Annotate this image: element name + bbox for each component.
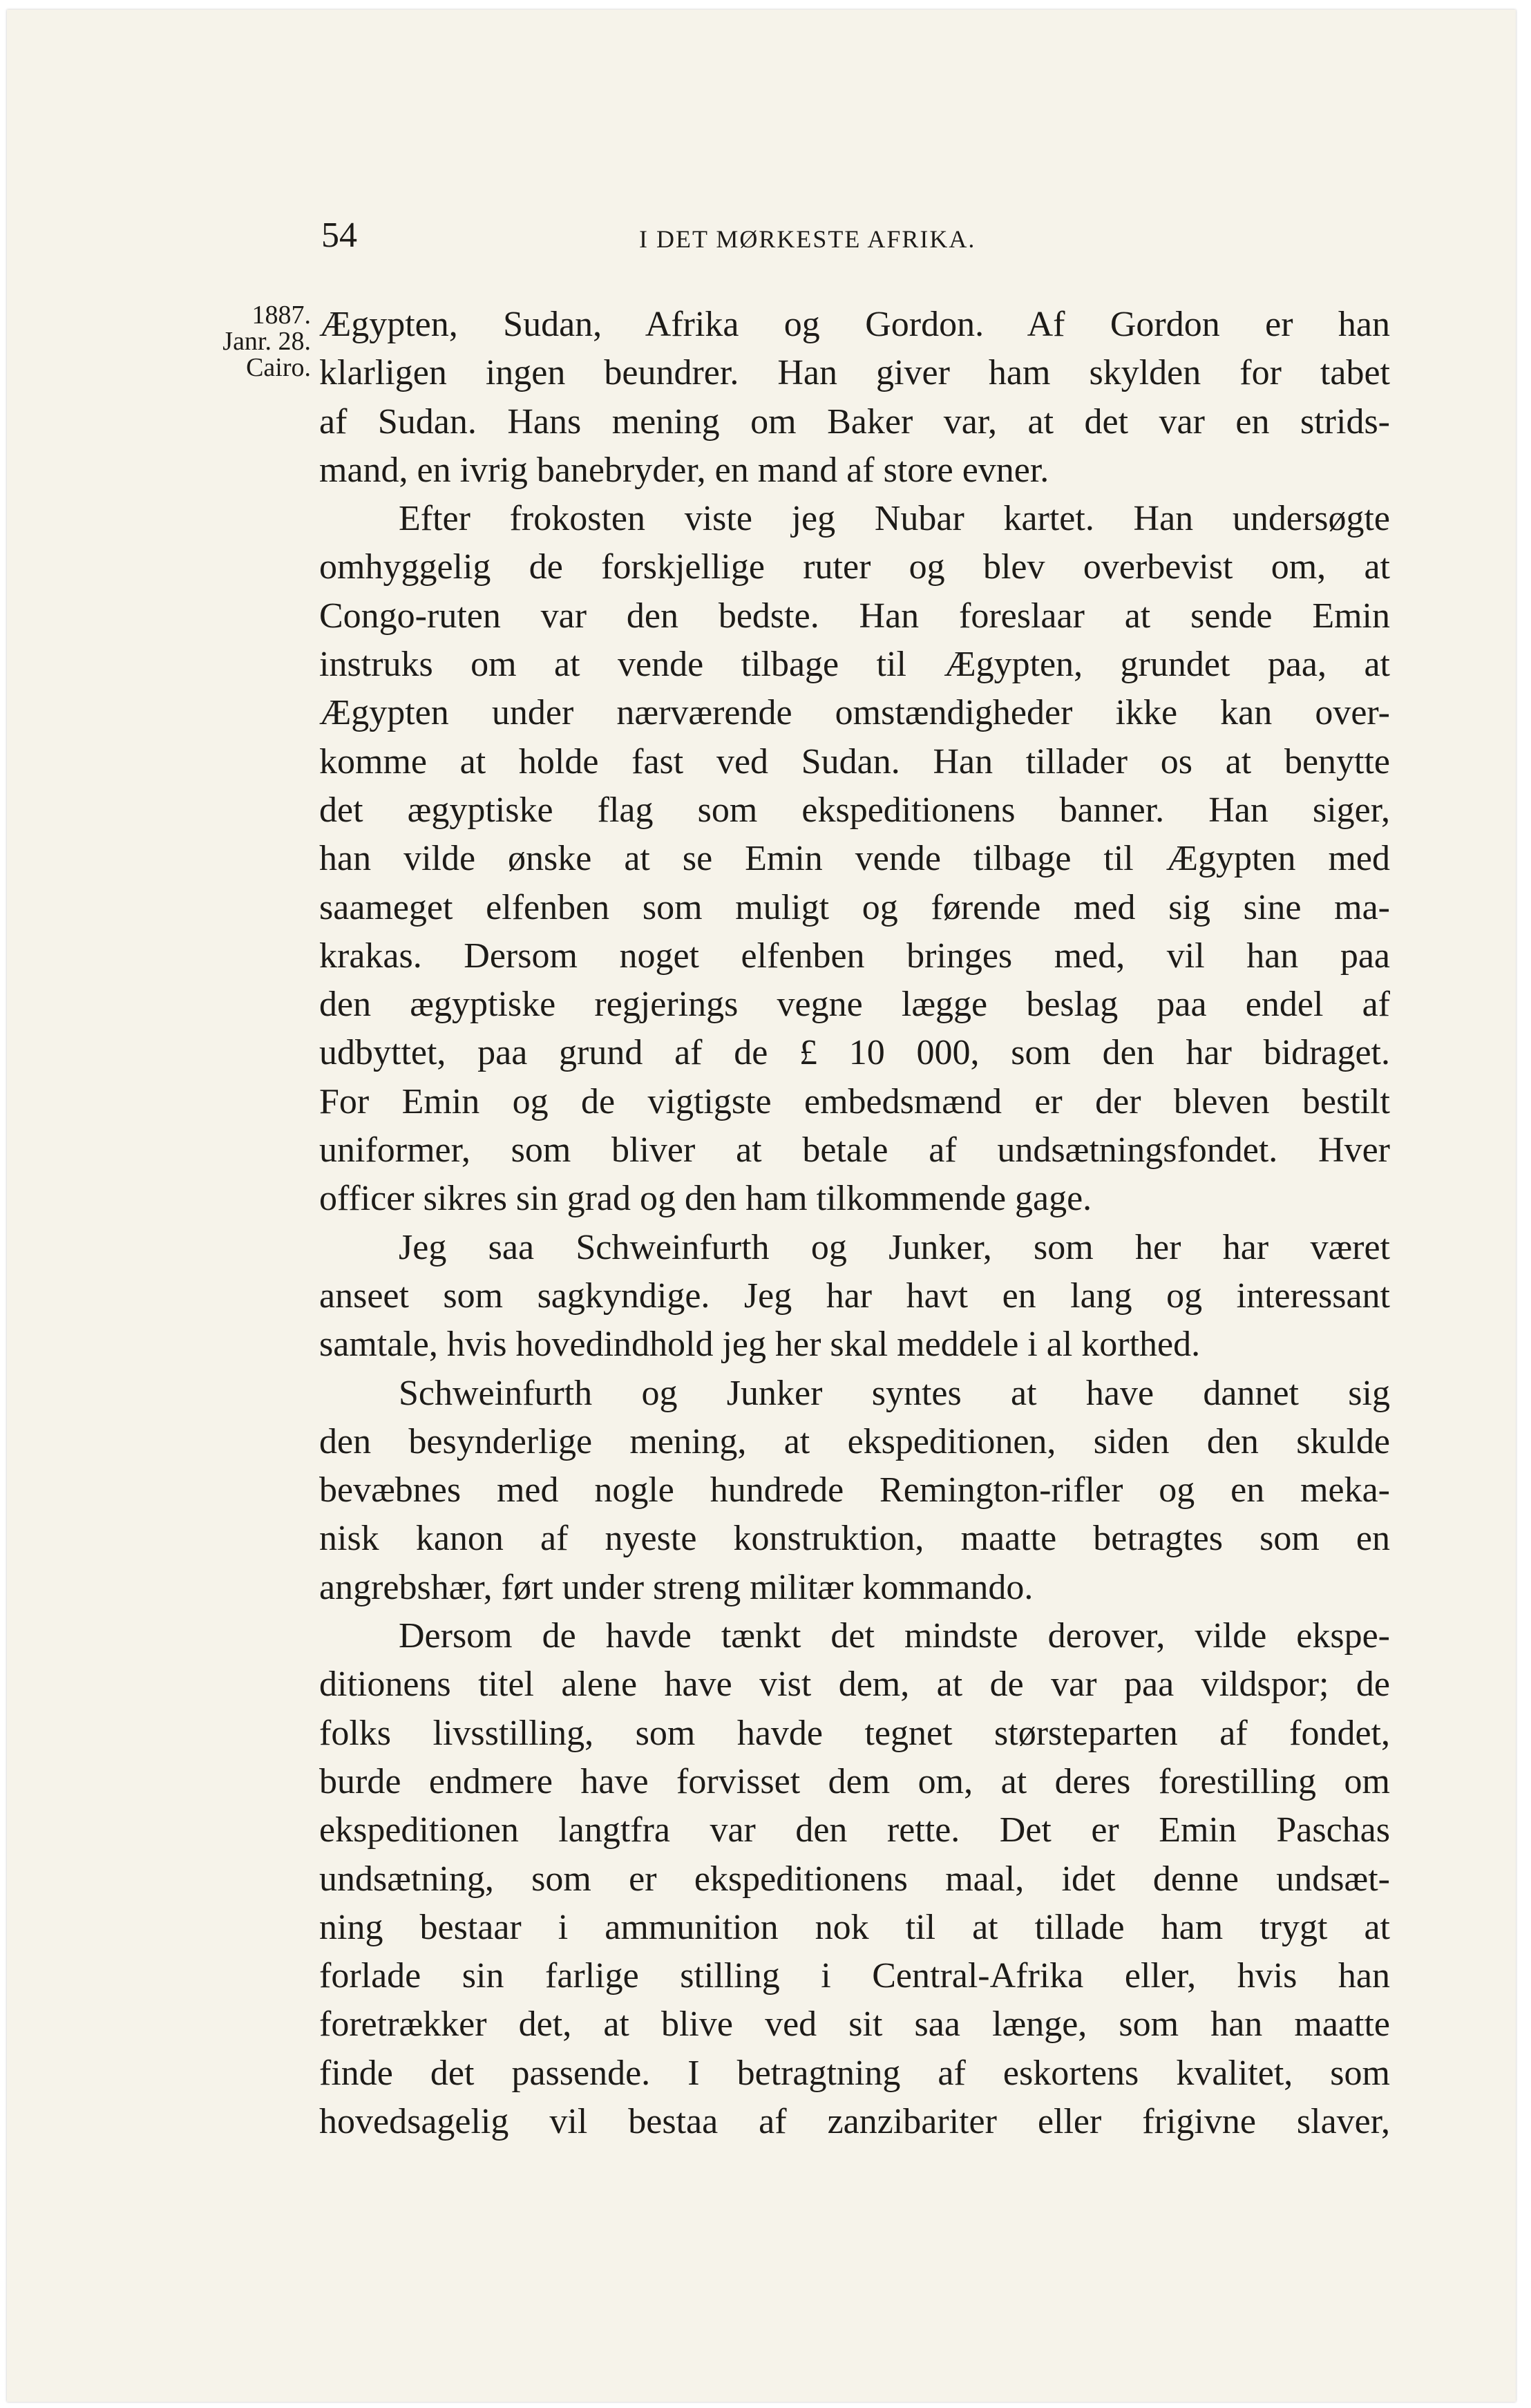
text-line: ekspeditionen langtfra var den rette. Det er Emin Paschas [319,1810,1390,1850]
text-line: undsætning, som er ekspeditionens maal, idet denne undsæt- [319,1859,1390,1899]
text-line: krakas. Dersom noget elfenben bringes med, vil han paa [319,936,1390,976]
text-line: komme at holde fast ved Sudan. Han tillader os at benytte [319,741,1390,781]
text-line: Dersom de havde tænkt det mindste derover, vilde ekspe- [399,1616,1390,1656]
text-line: omhyggelig de forskjellige ruter og blev overbevist om, at [319,547,1390,587]
text-line: forlade sin farlige stilling i Central-Afrika eller, hvis han [319,1956,1390,1996]
margin-note-place: Cairo. [246,353,311,382]
text-line: uniformer, som bliver at betale af undsætningsfondet. Hver [319,1130,1390,1170]
text-line: officer sikres sin grad og den ham tilkommende gage. [319,1179,1092,1219]
text-line: instruks om at vende tilbage til Ægypten, grundet paa, at [319,645,1390,685]
text-line: saameget elfenben som muligt og førende med sig sine ma- [319,887,1390,927]
text-line: Congo-ruten var den bedste. Han foreslaar at sende Emin [319,596,1390,636]
text-line: folks livsstilling, som havde tegnet størsteparten af fondet, [319,1713,1390,1753]
text-line: klarligen ingen beundrer. Han giver ham skylden for tabet [319,353,1390,393]
text-line: angrebshær, ført under streng militær kommando. [319,1567,1034,1607]
text-line: Schweinfurth og Junker syntes at have dannet sig [399,1373,1390,1413]
text-line: udbyttet, paa grund af de £ 10 000, som den har bidraget. [319,1033,1390,1073]
text-line: mand, en ivrig banebryder, en mand af store evner. [319,450,1049,490]
text-line: samtale, hvis hovedindhold jeg her skal meddele i al korthed. [319,1325,1201,1365]
body-text [319,301,1390,2146]
margin-note-date: Janr. 28. [222,327,311,356]
text-line: han vilde ønske at se Emin vende tilbage til Ægypten med [319,839,1390,879]
text-line: hovedsagelig vil bestaa af zanzibariter eller frigivne slaver, [319,2101,1390,2141]
text-line: den ægyptiske regjerings vegne lægge beslag paa endel af [319,985,1390,1025]
text-line: af Sudan. Hans mening om Baker var, at det var en strids- [319,401,1390,442]
text-line: Ægypten under nærværende omstændigheder ikke kan over- [319,693,1390,733]
text-line: finde det passende. I betragtning af eskortens kvalitet, som [319,2053,1390,2093]
text-line: Ægypten, Sudan, Afrika og Gordon. Af Gordon er han [319,305,1390,344]
text-line: ning bestaar i ammunition nok til at tillade ham trygt at [319,1907,1390,1947]
running-title: I DET MØRKESTE AFRIKA. [639,225,976,253]
text-line: Efter frokosten viste jeg Nubar kartet. Han undersøgte [399,499,1390,539]
text-line: anseet som sagkyndige. Jeg har havt en lang og interessant [319,1276,1390,1316]
text-line: nisk kanon af nyeste konstruktion, maatte betragtes som en [319,1519,1390,1559]
text-line: For Emin og de vigtigste embedsmænd er der bleven bestilt [319,1081,1390,1121]
text-line: bevæbnes med nogle hundrede Remington-rifler og en meka- [319,1470,1390,1510]
text-line: foretrækker det, at blive ved sit saa længe, som han maatte [319,2004,1390,2045]
text-line: ditionens titel alene have vist dem, at de var paa vildspor; de [319,1665,1390,1705]
text-line: burde endmere have forvisset dem om, at deres forestilling om [319,1761,1390,1801]
margin-note [173,302,311,381]
text-line: Jeg saa Schweinfurth og Junker, som her har været [399,1227,1390,1267]
text-line: det ægyptiske flag som ekspeditionens banner. Han siger, [319,790,1390,830]
margin-note-year: 1887. [251,301,311,330]
text-line: den besynderlige mening, at ekspeditionen, siden den skulde [319,1421,1390,1461]
page-number: 54 [321,216,357,255]
